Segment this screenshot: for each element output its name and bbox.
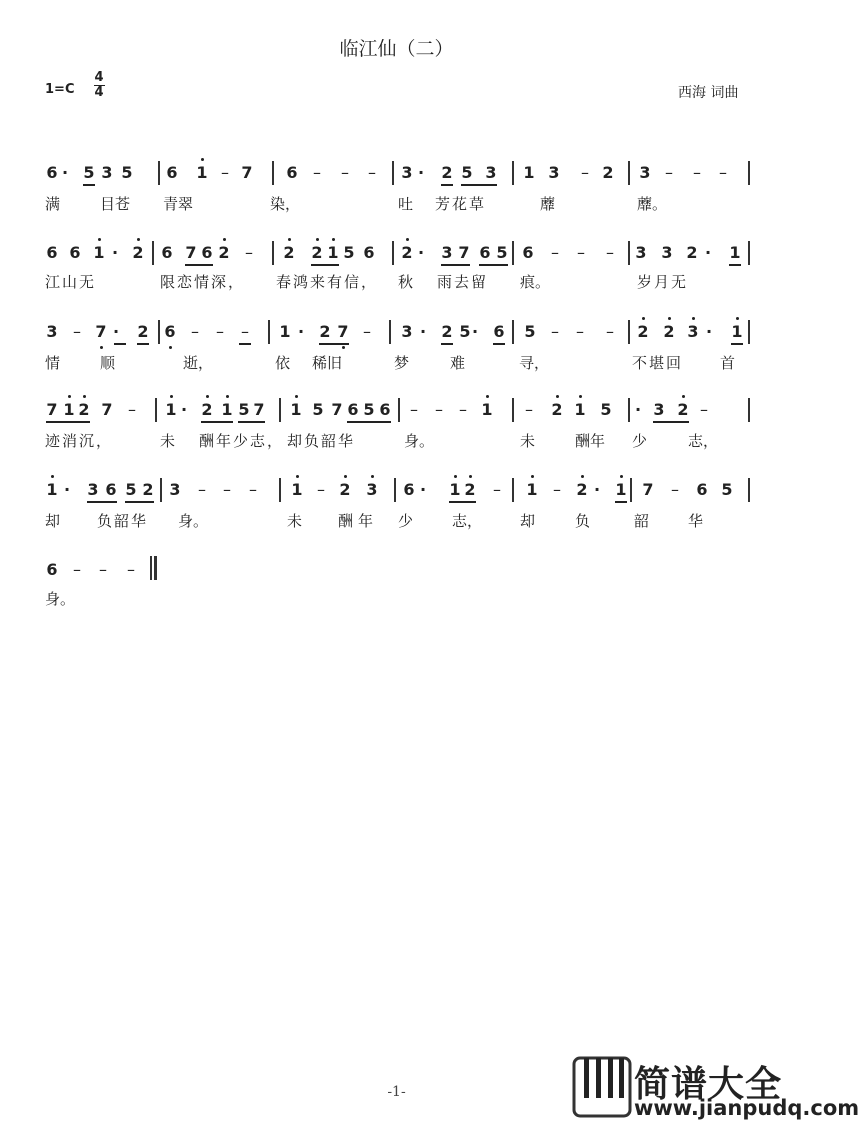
note: 5 bbox=[524, 322, 536, 341]
note: 2 bbox=[464, 480, 476, 499]
song-title: 临江仙（二） bbox=[339, 38, 454, 60]
rest-dash: – bbox=[341, 163, 349, 182]
barline bbox=[628, 161, 630, 185]
high-octave-dot bbox=[620, 475, 623, 478]
barline bbox=[398, 398, 400, 422]
note: 2 bbox=[218, 243, 230, 262]
beat-underline bbox=[493, 343, 505, 345]
note: 1 bbox=[523, 163, 535, 182]
logo-name: 简谱大全 bbox=[634, 1064, 783, 1105]
note: 2 bbox=[637, 322, 649, 341]
rest-dash: – bbox=[606, 322, 614, 341]
augmentation-dot: · bbox=[113, 322, 120, 341]
barline bbox=[748, 398, 750, 422]
note: 3 bbox=[101, 163, 113, 182]
rest-dash: – bbox=[665, 163, 673, 182]
note: 1 bbox=[221, 400, 233, 419]
note: 2 bbox=[78, 400, 90, 419]
lyric-syllable: 却 bbox=[520, 512, 536, 530]
low-octave-dot bbox=[342, 346, 345, 349]
beat-underline bbox=[238, 421, 265, 423]
barline bbox=[512, 478, 514, 502]
note: 6 bbox=[363, 243, 375, 262]
high-octave-dot bbox=[469, 475, 472, 478]
note: 1 bbox=[46, 480, 58, 499]
lyric-syllable: 身。 bbox=[45, 590, 76, 608]
lyric-syllable: 秋 bbox=[398, 273, 414, 291]
note: 2 bbox=[401, 243, 413, 262]
augmentation-dot: · bbox=[418, 243, 425, 262]
barline bbox=[158, 320, 160, 344]
note: 6 bbox=[379, 400, 391, 419]
note: 3 bbox=[87, 480, 99, 499]
high-octave-dot bbox=[288, 238, 291, 241]
note: 6 bbox=[347, 400, 359, 419]
rest-dash: – bbox=[216, 322, 224, 341]
rest-dash: – bbox=[99, 560, 107, 579]
barline bbox=[268, 320, 270, 344]
rest-dash: – bbox=[606, 243, 614, 262]
rest-dash: – bbox=[577, 243, 585, 262]
rest-dash: – bbox=[198, 480, 206, 499]
lyric-syllable: 吐 bbox=[398, 195, 414, 213]
note: 2 bbox=[602, 163, 614, 182]
note: 2 bbox=[576, 480, 588, 499]
beat-underline bbox=[653, 421, 689, 423]
beat-underline bbox=[441, 264, 470, 266]
final-barline-thin bbox=[150, 556, 152, 580]
note: 2 bbox=[339, 480, 351, 499]
note: 6 bbox=[403, 480, 415, 499]
lyric-syllable: 顺 bbox=[100, 354, 116, 372]
lyric-syllable: 酬年少志， bbox=[199, 432, 285, 450]
high-octave-dot bbox=[332, 238, 335, 241]
note: 1 bbox=[196, 163, 208, 182]
note: 7 bbox=[331, 400, 343, 419]
high-octave-dot bbox=[454, 475, 457, 478]
note: 1 bbox=[574, 400, 586, 419]
rest-dash: – bbox=[576, 322, 584, 341]
barline bbox=[392, 241, 394, 265]
note: 3 bbox=[46, 322, 58, 341]
lyric-syllable: 负 bbox=[575, 512, 591, 530]
note: 7 bbox=[458, 243, 470, 262]
rest-dash: – bbox=[223, 480, 231, 499]
barline bbox=[628, 398, 630, 422]
note: 3 bbox=[485, 163, 497, 182]
note: 2 bbox=[319, 322, 331, 341]
lyric-syllable: 难 bbox=[450, 354, 466, 372]
augmentation-dot: · bbox=[705, 243, 712, 262]
note: 6 bbox=[69, 243, 81, 262]
note: 1 bbox=[449, 480, 461, 499]
note: 2 bbox=[663, 322, 675, 341]
barline bbox=[394, 478, 396, 502]
note: 6 bbox=[479, 243, 491, 262]
lyric-syllable: 迹消沉， bbox=[45, 432, 114, 450]
barline bbox=[748, 161, 750, 185]
rest-dash: – bbox=[317, 480, 325, 499]
lyric-syllable: 痕。 bbox=[520, 273, 551, 291]
barline bbox=[512, 398, 514, 422]
lyric-syllable: 春鸿来有信， bbox=[276, 273, 379, 291]
high-octave-dot bbox=[295, 395, 298, 398]
note: 7 bbox=[241, 163, 253, 182]
barline bbox=[160, 478, 162, 502]
rest-dash: – bbox=[581, 163, 589, 182]
rest-dash: – bbox=[73, 322, 81, 341]
beat-underline bbox=[137, 343, 149, 345]
note: 1 bbox=[63, 400, 75, 419]
beat-underline bbox=[83, 184, 95, 186]
augmentation-dot: · bbox=[594, 480, 601, 499]
lyric-syllable: 雨去留 bbox=[437, 273, 489, 291]
lyric-syllable: 蘼 bbox=[540, 195, 556, 213]
note: 6 bbox=[46, 163, 58, 182]
beat-underline bbox=[319, 343, 349, 345]
note: 2 bbox=[311, 243, 323, 262]
augmentation-dot: · bbox=[62, 163, 69, 182]
lyric-syllable: 身。 bbox=[178, 512, 209, 530]
beat-underline bbox=[449, 501, 476, 503]
note: 1 bbox=[93, 243, 105, 262]
augmentation-dot: · bbox=[472, 322, 479, 341]
lyric-syllable: 未 bbox=[160, 432, 176, 450]
lyric-syllable: 芳花草 bbox=[435, 195, 487, 213]
beat-underline bbox=[441, 343, 453, 345]
lyric-syllable: 江山无 bbox=[45, 273, 97, 291]
note: 1 bbox=[526, 480, 538, 499]
note: 3 bbox=[661, 243, 673, 262]
high-octave-dot bbox=[316, 238, 319, 241]
note: 2 bbox=[201, 400, 213, 419]
note: 2 bbox=[551, 400, 563, 419]
note: 1 bbox=[291, 480, 303, 499]
augmentation-dot: · bbox=[420, 322, 427, 341]
note: 1 bbox=[729, 243, 741, 262]
lyric-syllable: 梦 bbox=[394, 354, 410, 372]
high-octave-dot bbox=[531, 475, 534, 478]
note: 6 bbox=[493, 322, 505, 341]
high-octave-dot bbox=[682, 395, 685, 398]
note: 1 bbox=[615, 480, 627, 499]
rest-dash: – bbox=[73, 560, 81, 579]
rest-dash: – bbox=[410, 400, 418, 419]
note: 3 bbox=[169, 480, 181, 499]
augmentation-dot: · bbox=[635, 400, 642, 419]
high-octave-dot bbox=[556, 395, 559, 398]
rest-dash: – bbox=[363, 322, 371, 341]
beat-underline bbox=[46, 421, 90, 423]
lyric-syllable: 染， bbox=[270, 195, 301, 213]
note: 5 bbox=[343, 243, 355, 262]
note: 3 bbox=[366, 480, 378, 499]
note: 2 bbox=[142, 480, 154, 499]
augmentation-dot: · bbox=[298, 322, 305, 341]
barline bbox=[512, 161, 514, 185]
note: 5 bbox=[312, 400, 324, 419]
augmentation-dot: · bbox=[420, 480, 427, 499]
note: 2 bbox=[441, 322, 453, 341]
lyric-syllable: 身。 bbox=[404, 432, 435, 450]
high-octave-dot bbox=[137, 238, 140, 241]
note: 6 bbox=[166, 163, 178, 182]
augmentation-dot: · bbox=[64, 480, 71, 499]
lyric-syllable: 不堪回 bbox=[632, 354, 684, 372]
note: 5 bbox=[461, 163, 473, 182]
barline bbox=[628, 241, 630, 265]
note: 3 bbox=[401, 163, 413, 182]
note: 5 bbox=[363, 400, 375, 419]
note: 1 bbox=[481, 400, 493, 419]
high-octave-dot bbox=[223, 238, 226, 241]
note: 5 bbox=[459, 322, 471, 341]
beat-underline bbox=[479, 264, 508, 266]
lyric-syllable: 志， bbox=[452, 512, 483, 530]
lyric-syllable: 目苍 bbox=[100, 195, 131, 213]
composer-credit: 西海 词曲 bbox=[678, 85, 739, 101]
rest-dash: – bbox=[719, 163, 727, 182]
note: 5 bbox=[83, 163, 95, 182]
note: 6 bbox=[522, 243, 534, 262]
high-octave-dot bbox=[736, 317, 739, 320]
rest-dash: – bbox=[693, 163, 701, 182]
augmentation-dot: · bbox=[706, 322, 713, 341]
beat-underline bbox=[125, 501, 154, 503]
rest-dash: – bbox=[671, 480, 679, 499]
lyric-syllable: 酬年 bbox=[575, 432, 606, 450]
high-octave-dot bbox=[83, 395, 86, 398]
lyric-syllable: 首 bbox=[720, 354, 736, 372]
lyric-syllable: 负韶华 bbox=[97, 512, 149, 530]
barline bbox=[279, 478, 281, 502]
high-octave-dot bbox=[226, 395, 229, 398]
high-octave-dot bbox=[581, 475, 584, 478]
note: 7 bbox=[253, 400, 265, 419]
beat-underline bbox=[239, 343, 251, 345]
note: 7 bbox=[642, 480, 654, 499]
note: 2 bbox=[283, 243, 295, 262]
barline bbox=[628, 320, 630, 344]
rest-dash: – bbox=[551, 243, 559, 262]
note: 3 bbox=[548, 163, 560, 182]
lyric-syllable: 依 bbox=[275, 354, 291, 372]
high-octave-dot bbox=[486, 395, 489, 398]
lyric-syllable: 稀旧 bbox=[312, 354, 343, 372]
lyric-syllable: 情 bbox=[45, 354, 61, 372]
beat-underline bbox=[441, 184, 453, 186]
beat-underline bbox=[185, 264, 213, 266]
time-signature bbox=[91, 71, 107, 100]
augmentation-dot: · bbox=[181, 400, 188, 419]
key-signature: 1=C bbox=[45, 82, 75, 97]
lyric-syllable: 少 bbox=[632, 432, 648, 450]
note: 3 bbox=[441, 243, 453, 262]
note: 2 bbox=[441, 163, 453, 182]
barline bbox=[389, 320, 391, 344]
note: 1 bbox=[731, 322, 743, 341]
barline bbox=[512, 241, 514, 265]
note: 7 bbox=[185, 243, 197, 262]
rest-dash: – bbox=[249, 480, 257, 499]
low-octave-dot bbox=[100, 346, 103, 349]
note: 7 bbox=[95, 322, 107, 341]
high-octave-dot bbox=[642, 317, 645, 320]
lyric-syllable: 韶 bbox=[634, 512, 650, 530]
note: 6 bbox=[201, 243, 213, 262]
barline bbox=[152, 241, 154, 265]
note: 5 bbox=[600, 400, 612, 419]
note: 6 bbox=[696, 480, 708, 499]
beat-underline bbox=[201, 421, 233, 423]
barline bbox=[272, 241, 274, 265]
rest-dash: – bbox=[128, 400, 136, 419]
high-octave-dot bbox=[371, 475, 374, 478]
note: 6 bbox=[286, 163, 298, 182]
barline bbox=[748, 320, 750, 344]
note: 1 bbox=[327, 243, 339, 262]
high-octave-dot bbox=[170, 395, 173, 398]
note: 3 bbox=[653, 400, 665, 419]
note: 3 bbox=[401, 322, 413, 341]
lyric-syllable: 志， bbox=[688, 432, 719, 450]
note: 6 bbox=[161, 243, 173, 262]
high-octave-dot bbox=[692, 317, 695, 320]
note: 5 bbox=[125, 480, 137, 499]
high-octave-dot bbox=[579, 395, 582, 398]
note: 2 bbox=[677, 400, 689, 419]
note: 5 bbox=[121, 163, 133, 182]
rest-dash: – bbox=[551, 322, 559, 341]
lyric-syllable: 满 bbox=[45, 195, 61, 213]
lyric-syllable: 少 bbox=[398, 512, 414, 530]
note: 5 bbox=[238, 400, 250, 419]
augmentation-dot: · bbox=[418, 163, 425, 182]
note: 6 bbox=[105, 480, 117, 499]
rest-dash: – bbox=[435, 400, 443, 419]
beat-underline bbox=[731, 343, 743, 345]
rest-dash: – bbox=[245, 243, 253, 262]
lyric-syllable: 寻， bbox=[519, 354, 550, 372]
rest-dash: – bbox=[313, 163, 321, 182]
barline bbox=[748, 478, 750, 502]
lyric-syllable: 华 bbox=[688, 512, 704, 530]
rest-dash: – bbox=[553, 480, 561, 499]
lyric-syllable: 酬 bbox=[338, 512, 354, 530]
barline bbox=[748, 241, 750, 265]
note: 5 bbox=[496, 243, 508, 262]
beat-underline bbox=[615, 501, 627, 503]
note: 3 bbox=[639, 163, 651, 182]
beat-underline bbox=[729, 264, 741, 266]
note: 1 bbox=[279, 322, 291, 341]
note: 3 bbox=[635, 243, 647, 262]
note: 6 bbox=[46, 560, 58, 579]
high-octave-dot bbox=[406, 238, 409, 241]
barline bbox=[512, 320, 514, 344]
high-octave-dot bbox=[68, 395, 71, 398]
barline bbox=[279, 398, 281, 422]
note: 7 bbox=[337, 322, 349, 341]
note: 7 bbox=[46, 400, 58, 419]
logo-url: www.jianpudq.com bbox=[634, 1096, 859, 1120]
rest-dash: – bbox=[493, 480, 501, 499]
time-signature-bottom: 4 bbox=[94, 85, 104, 100]
low-octave-dot bbox=[169, 346, 172, 349]
note: 2 bbox=[132, 243, 144, 262]
high-octave-dot bbox=[296, 475, 299, 478]
note: 6 bbox=[164, 322, 176, 341]
rest-dash: – bbox=[241, 322, 249, 341]
high-octave-dot bbox=[98, 238, 101, 241]
rest-dash: – bbox=[700, 400, 708, 419]
beat-underline bbox=[114, 343, 126, 345]
note: 2 bbox=[137, 322, 149, 341]
note: 1 bbox=[165, 400, 177, 419]
note: 5 bbox=[721, 480, 733, 499]
time-signature-top: 4 bbox=[94, 70, 104, 85]
note: 7 bbox=[101, 400, 113, 419]
note: 1 bbox=[290, 400, 302, 419]
rest-dash: – bbox=[191, 322, 199, 341]
high-octave-dot bbox=[206, 395, 209, 398]
page-number: -1- bbox=[387, 1084, 406, 1100]
barline bbox=[155, 398, 157, 422]
augmentation-dot: · bbox=[112, 243, 119, 262]
lyric-syllable: 却负韶华 bbox=[287, 432, 356, 450]
beat-underline bbox=[347, 421, 391, 423]
high-octave-dot bbox=[668, 317, 671, 320]
rest-dash: – bbox=[127, 560, 135, 579]
lyric-syllable: 未 bbox=[520, 432, 536, 450]
lyric-syllable: 限恋情深， bbox=[160, 273, 246, 291]
note: 3 bbox=[687, 322, 699, 341]
lyric-syllable: 逝， bbox=[183, 354, 214, 372]
high-octave-dot bbox=[344, 475, 347, 478]
rest-dash: – bbox=[525, 400, 533, 419]
lyric-syllable: 年 bbox=[358, 512, 374, 530]
lyric-syllable: 却 bbox=[45, 512, 61, 530]
lyric-syllable: 蘼。 bbox=[637, 195, 668, 213]
note: 6 bbox=[46, 243, 58, 262]
note: 2 bbox=[686, 243, 698, 262]
barline bbox=[272, 161, 274, 185]
beat-underline bbox=[87, 501, 117, 503]
barline bbox=[392, 161, 394, 185]
beat-underline bbox=[311, 264, 339, 266]
lyric-syllable: 未 bbox=[287, 512, 303, 530]
beat-underline bbox=[461, 184, 497, 186]
rest-dash: – bbox=[459, 400, 467, 419]
barline bbox=[630, 478, 632, 502]
high-octave-dot bbox=[51, 475, 54, 478]
lyric-syllable: 青翠 bbox=[163, 195, 194, 213]
final-barline-thick bbox=[154, 556, 157, 580]
barline bbox=[158, 161, 160, 185]
rest-dash: – bbox=[221, 163, 229, 182]
lyric-syllable: 岁月无 bbox=[637, 273, 689, 291]
rest-dash: – bbox=[368, 163, 376, 182]
high-octave-dot bbox=[201, 158, 204, 161]
